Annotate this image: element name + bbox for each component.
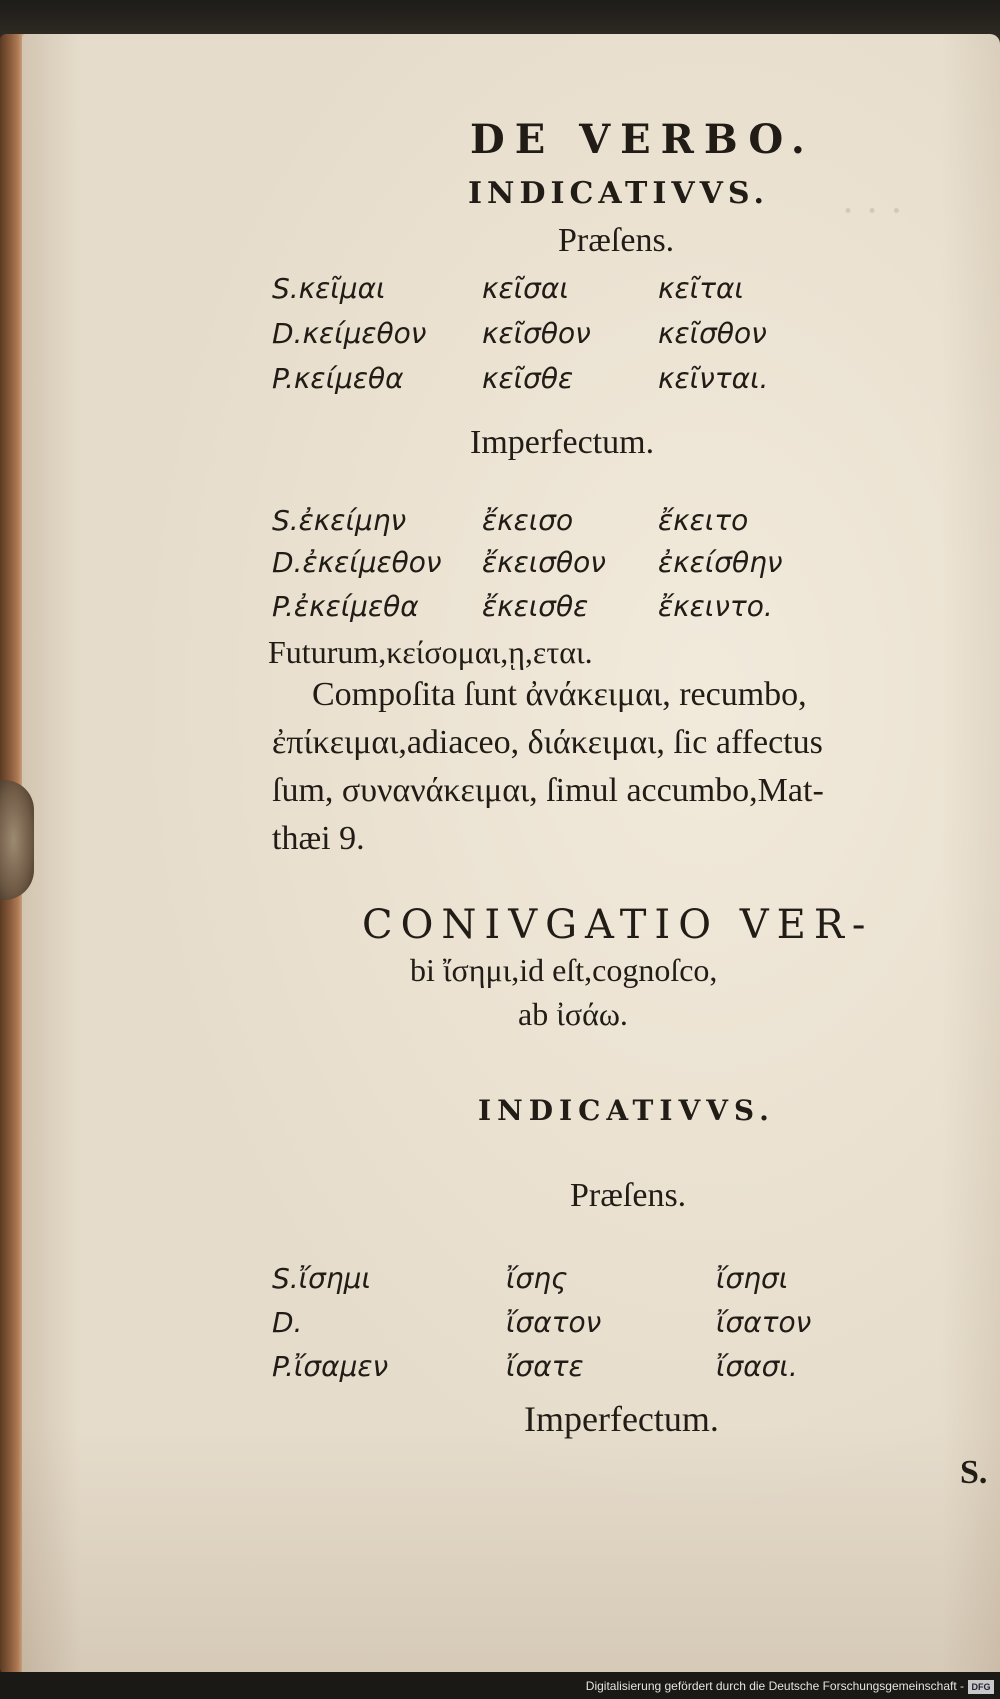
- imperfect-dual-2: ἔκεισθον: [482, 546, 606, 579]
- mood-heading-2: INDICATIVVS.: [478, 1094, 775, 1127]
- show-through: · · ·: [842, 189, 903, 233]
- imperfect-heading: Imperfectum.: [470, 424, 655, 461]
- present-singular-3: κεῖται: [658, 272, 744, 305]
- conjugation-heading: CONIVGATIO VER-: [362, 902, 874, 948]
- present-plural-2: κεῖσθε: [482, 362, 574, 395]
- imperfect-singular-2: ἔκεισο: [482, 504, 574, 537]
- mood-heading: INDICATIVVS.: [468, 176, 769, 211]
- present2-dual-1: D.: [272, 1306, 303, 1339]
- present2-singular-1: S.ἴσημι: [272, 1262, 371, 1295]
- present2-dual-3: ἴσατον: [716, 1306, 812, 1339]
- catchword: S.: [960, 1454, 988, 1491]
- conjugation-subline-1: bi ἴσημι,id eſt,cognoſco,: [410, 952, 718, 988]
- present-dual-1: D.κείμεθον: [272, 317, 427, 350]
- futurum-line: Futurum,κείσομαι,ῃ,εται.: [268, 634, 593, 670]
- present2-plural-2: ἴσατε: [506, 1350, 584, 1383]
- composita-line-3: ſum, συνανάκειμαι, ſimul accumbo,Mat-: [272, 772, 824, 809]
- imperfect-singular-1: S.ἐκείμην: [272, 504, 407, 537]
- book-page: [22, 34, 1000, 1672]
- present2-plural-3: ἴσασι.: [716, 1350, 798, 1383]
- book-clasp: [0, 780, 34, 900]
- dfg-logo: DFG: [968, 1680, 994, 1694]
- conjugation-subline-2: ab ἰσάω.: [518, 996, 628, 1032]
- present-singular-1: S.κεῖμαι: [272, 272, 386, 305]
- imperfect-plural-2: ἔκεισθε: [482, 590, 589, 623]
- footer-credit: Digitalisierung gefördert durch die Deutsche Forschungsgemeinschaft -: [585, 1679, 964, 1693]
- composita-line-4: thæi 9.: [272, 820, 365, 857]
- imperfect-heading-2: Imperfectum.: [524, 1399, 719, 1439]
- imperfect-dual-3: ἐκείσθην: [658, 546, 783, 579]
- present2-plural-1: P.ἴσαμεν: [272, 1350, 389, 1383]
- imperfect-plural-3: ἔκειντο.: [658, 590, 773, 623]
- tense-heading: Præſens.: [558, 222, 675, 259]
- present2-dual-2: ἴσατον: [506, 1306, 602, 1339]
- page-title: DE VERBO.: [470, 116, 815, 163]
- tense-heading-2: Præſens.: [570, 1177, 687, 1214]
- imperfect-plural-1: P.ἐκείμεθα: [272, 590, 419, 623]
- composita-line-2: ἐπίκειμαι,adiaceo, διάκειμαι, ſic affectus: [272, 724, 823, 761]
- present-singular-2: κεῖσαι: [482, 272, 569, 305]
- present-dual-3: κεῖσθον: [658, 317, 767, 350]
- imperfect-singular-3: ἔκειτο: [658, 504, 749, 537]
- present-plural-1: P.κείμεθα: [272, 362, 404, 395]
- footer-bar: [0, 1672, 1000, 1699]
- composita-line-1: Compoſita ſunt ἀνάκειμαι, recumbo,: [312, 676, 807, 713]
- present2-singular-3: ἴσησι: [716, 1262, 789, 1295]
- present-plural-3: κεῖνται.: [658, 362, 769, 395]
- present2-singular-2: ἴσης: [506, 1262, 568, 1295]
- imperfect-dual-1: D.ἐκείμεθον: [272, 546, 442, 579]
- present-dual-2: κεῖσθον: [482, 317, 591, 350]
